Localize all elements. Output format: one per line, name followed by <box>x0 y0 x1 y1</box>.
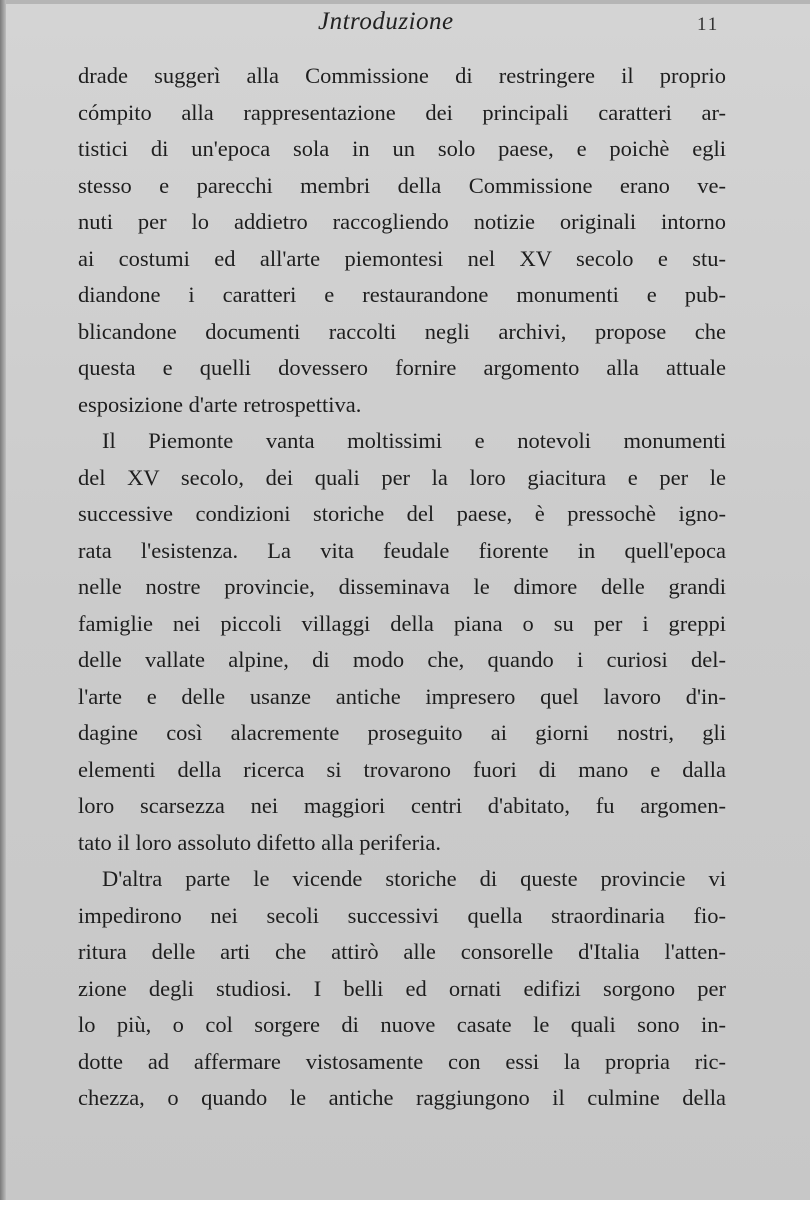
running-header <box>0 6 810 42</box>
text-line: blicandone documenti raccolti negli archivi, propose che <box>78 318 726 344</box>
text-line: successive condizioni storiche del paese, è pressochè igno- <box>78 501 726 526</box>
body-text <box>78 58 726 1117</box>
text-line: nuti per lo addietro raccogliendo notizie originali intorno <box>78 209 726 234</box>
text-line: famiglie nei piccoli villaggi della piana o su per i greppi <box>78 610 726 636</box>
scan-bottom-margin <box>0 1200 810 1208</box>
text-line: questa e quelli dovessero fornire argomento alla attuale <box>78 355 726 380</box>
text-line: D'altra parte le vicende storiche di queste provincie vi <box>102 866 726 891</box>
text-line: dagine così alacremente proseguito ai giorni nostri, gli <box>78 720 726 745</box>
text-line: lo più, o col sorgere di nuove casate le quali sono in- <box>78 1012 726 1037</box>
text-line: l'arte e delle usanze antiche impresero quel lavoro d'in- <box>78 683 726 709</box>
text-line: impedirono nei secoli successivi quella straordinaria fio- <box>78 902 726 928</box>
text-line: stesso e parecchi membri della Commissione erano ve- <box>78 172 726 198</box>
text-line: esposizione d'arte retrospettiva. <box>78 391 362 417</box>
text-line: ritura delle arti che attirò alle consorelle d'Italia l'atten- <box>78 939 726 964</box>
text-line: tato il loro assoluto difetto alla periferia. <box>78 829 442 855</box>
text-line: cómpito alla rappresentazione dei principali caratteri ar- <box>78 99 726 125</box>
text-line: zione degli studiosi. I belli ed ornati edifizi sorgono per <box>78 975 726 1001</box>
text-line: diandone i caratteri e restaurandone monumenti e pub- <box>78 282 726 307</box>
text-line: tistici di un'epoca sola in un solo paese, e poichè egli <box>78 136 726 161</box>
running-title: Jntroduzione <box>318 8 454 35</box>
page-binding-edge <box>0 0 6 1208</box>
text-line: nelle nostre provincie, disseminava le dimore delle grandi <box>78 574 726 599</box>
text-line: ai costumi ed all'arte piemontesi nel XV secolo e stu- <box>78 245 726 271</box>
text-line: del XV secolo, dei quali per la loro giacitura e per le <box>78 464 726 490</box>
text-line: chezza, o quando le antiche raggiungono il culmine della <box>78 1085 726 1110</box>
text-line: elementi della ricerca si trovarono fuori di mano e dalla <box>78 756 726 782</box>
text-line: delle vallate alpine, di modo che, quando i curiosi del- <box>78 647 726 672</box>
page-number: 11 <box>697 14 720 35</box>
page-top-edge <box>0 0 810 4</box>
text-line: Il Piemonte vanta moltissimi e notevoli monumenti <box>102 428 726 453</box>
text-line: dotte ad affermare vistosamente con essi la propria ric- <box>78 1048 726 1074</box>
text-line: rata l'esistenza. La vita feudale fiorente in quell'epoca <box>78 537 726 563</box>
text-line: drade suggerì alla Commissione di restringere il proprio <box>78 63 726 88</box>
text-line: loro scarsezza nei maggiori centri d'abitato, fu argomen- <box>78 793 726 818</box>
